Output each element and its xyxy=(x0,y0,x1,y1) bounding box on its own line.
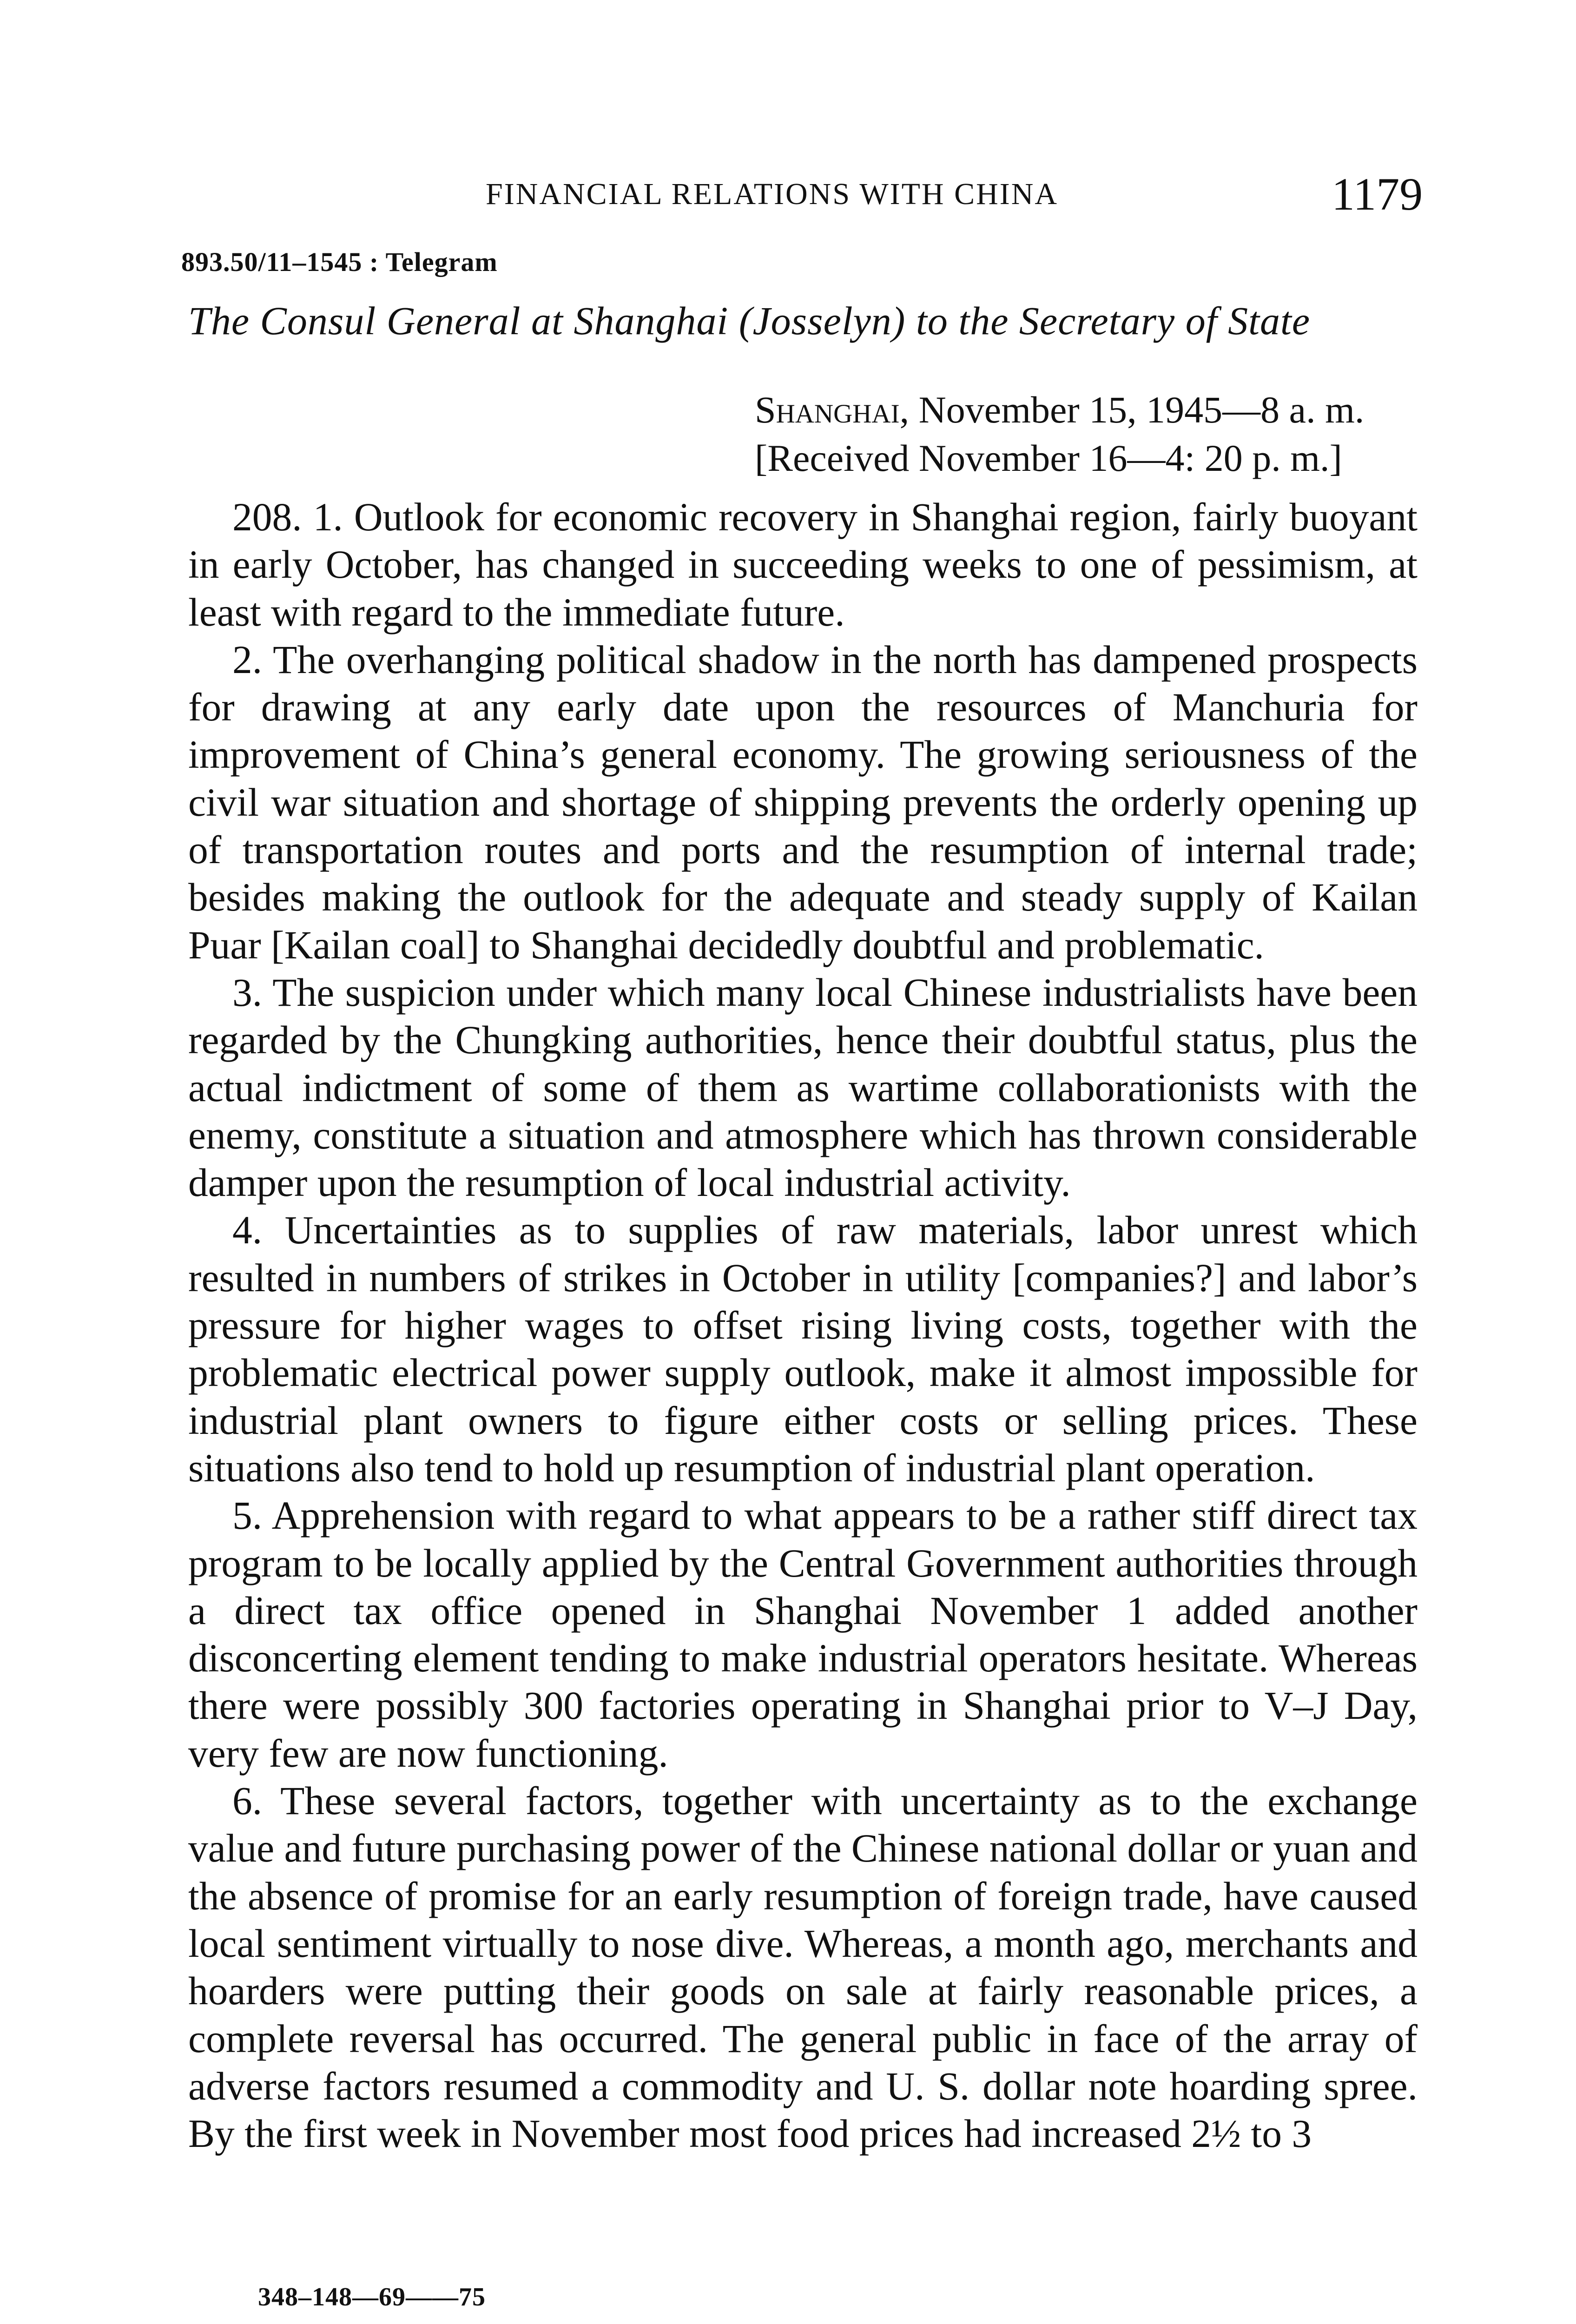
paragraph-6: 6. These several factors, together with uncertainty as to the exchange value and future purchasing power of the Chinese national dollar or yuan and the absence of promise for an early resumption of foreign trade, have caused local sentiment virtually to nose dive. Whereas, a month ago, merchants and hoarders were putting their goods on sale at fairly reasonable prices, a complete reversal has occurred. The general public in face of the array of adverse factors resumed a commodity and U. S. dollar note hoarding spree. By the first week in November most food prices had increased 2½ to 3 xyxy=(188,1779,1418,2156)
dateline-sent xyxy=(755,386,1364,434)
running-header xyxy=(0,167,1576,218)
print-code: 348–148—69——75 xyxy=(258,2283,486,2311)
paragraph-5: 5. Apprehension with regard to what appears to be a rather stiff direct tax program to be locally applied by the Central Government authorities through a direct tax office opened in Shanghai November 1 added another disconcerting element tending to make industrial operators hesitate. Whereas there were possibly 300 factories operating in Shanghai prior to V–J Day, very few are now functioning. xyxy=(188,1494,1418,1776)
paragraph-1: 208. 1. Outlook for economic recovery in Shanghai region, fairly buoyant in early October, has changed in succeeding weeks to one of pessimism, at least with regard to the immediate future. xyxy=(188,495,1418,634)
page-number: 1179 xyxy=(1332,168,1423,220)
dateline-place: Shanghai, xyxy=(755,389,910,431)
body-text xyxy=(188,494,1418,2158)
running-title: FINANCIAL RELATIONS WITH CHINA xyxy=(486,177,1059,211)
dateline xyxy=(755,386,1364,482)
document-title: The Consul General at Shanghai (Josselyn) to the Secretary of State xyxy=(188,298,1311,343)
paragraph-3: 3. The suspicion under which many local Chinese industrialists have been regarded by the Chungking authorities, hence their doubtful status, plus the actual indictment of some of them as wartime collaborationists with the enemy, constitute a situation and atmosphere which has thrown considerable damper upon the resumption of local industrial activity. xyxy=(188,971,1418,1205)
file-reference: 893.50/11–1545 : Telegram xyxy=(181,247,498,277)
dateline-date: November 15, 1945—8 a. m. xyxy=(909,389,1365,431)
dateline-received: [Received November 16—4: 20 p. m.] xyxy=(755,437,1342,479)
paragraph-2: 2. The overhanging political shadow in the north has dampened prospects for drawing at any early date upon the resources of Manchuria for improvement of China’s general economy. The growing seriousness of the civil war situation and shortage of shipping prevents the orderly opening up of transportation routes and ports and the resumption of internal trade; besides making the outlook for the adequate and steady supply of Kailan Puar [Kailan coal] to Shanghai decidedly doubtful and problematic. xyxy=(188,638,1418,967)
paragraph-4: 4. Uncertainties as to supplies of raw materials, labor unrest which resulted in numbers of strikes in October in utility [companies?] and labor’s pressure for higher wages to offset rising living costs, together with the problematic electrical power supply outlook, make it almost impossible for industrial plant owners to figure either costs or selling prices. These situations also tend to hold up resumption of industrial plant operation. xyxy=(188,1208,1418,1490)
